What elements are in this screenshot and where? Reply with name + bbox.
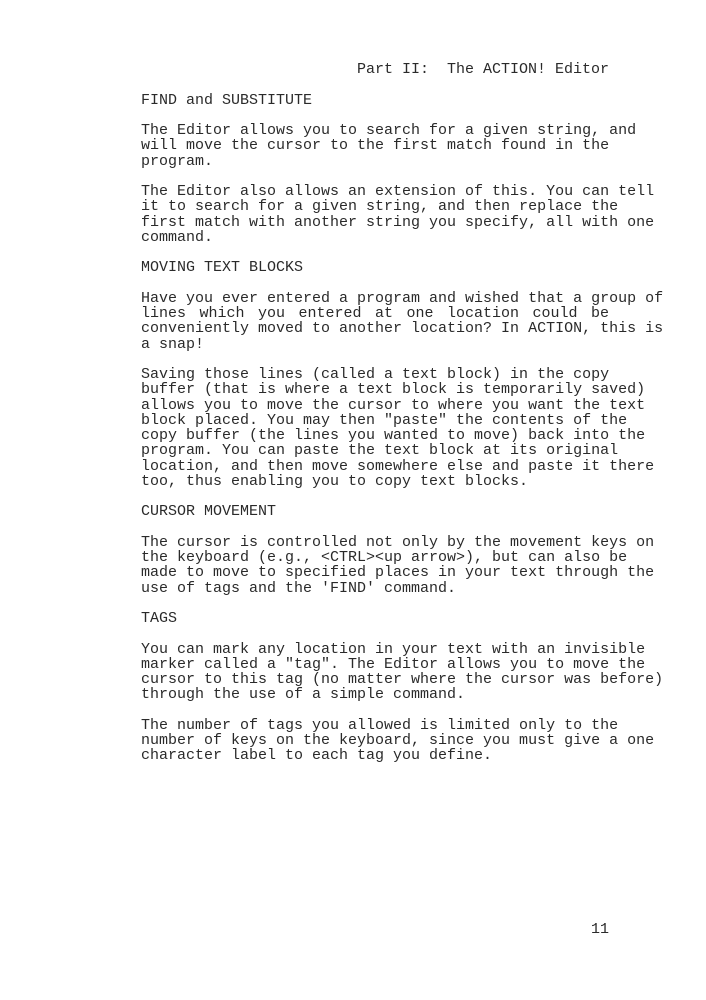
page-number: 11: [590, 921, 609, 938]
text-line: number of keys on the keyboard, since you must give a one: [141, 732, 655, 749]
paragraph: [141, 533, 655, 597]
text-line: Have you ever entered a program and wished that a group of: [141, 289, 664, 307]
text-line: program. You can paste the text block at its original: [141, 442, 619, 460]
paragraph: [141, 122, 637, 170]
text-line: through the use of a simple command.: [141, 686, 466, 704]
text-line: The Editor also allows an extension of this. You can tell: [141, 183, 655, 200]
text-line: will move the cursor to the first match found in the: [141, 137, 610, 155]
text-line: The Editor allows you to search for a given string, and: [141, 122, 637, 139]
text-line: conveniently moved to another location? In ACTION, this is: [141, 320, 664, 338]
text-line: cursor to this tag (no matter where the cursor was before): [141, 671, 664, 688]
text-line: location, and then move somewhere else and paste it there: [141, 457, 655, 475]
section-heading: TAGS: [141, 610, 178, 627]
running-header: Part II: The ACTION! Editor: [356, 61, 609, 78]
text-line: The number of tags you allowed is limited only to the: [141, 716, 619, 734]
text-line: too, thus enabling you to copy text blocks.: [141, 472, 529, 490]
text-line: program.: [141, 152, 214, 170]
text-line: command.: [141, 228, 214, 246]
text-line: buffer (that is where a text block is temporarily saved): [141, 381, 646, 399]
text-line: first match with another string you specify, all with one: [141, 213, 655, 231]
text-line: The cursor is controlled not only by the movement keys on: [141, 533, 655, 551]
text-line: use of tags and the 'FIND' command.: [141, 579, 457, 597]
text-line: You can mark any location in your text with an invisible: [141, 640, 646, 658]
text-line: Saving those lines (called a text block) in the copy: [141, 366, 610, 383]
text-line: block placed. You may then "paste" the contents of the: [141, 411, 628, 429]
text-line: made to move to specified places in your text through the: [141, 564, 655, 582]
text-line: copy buffer (the lines you wanted to move) back into the: [141, 427, 646, 444]
text-line: the keyboard (e.g., <CTRL><up arrow>), but can also be: [141, 549, 628, 566]
paragraph: [141, 183, 655, 246]
text-line: a snap!: [141, 335, 205, 353]
paragraph: [141, 289, 664, 353]
paragraph: [141, 640, 664, 704]
section-heading: CURSOR MOVEMENT: [141, 503, 277, 521]
section-heading: MOVING TEXT BLOCKS: [141, 259, 304, 277]
paragraph: [141, 716, 655, 765]
text-line: allows you to move the cursor to where you want the text: [141, 396, 646, 414]
paragraph: [141, 366, 655, 490]
page-body: [141, 61, 664, 765]
text-line: lines which you entered at one location could be: [141, 305, 609, 322]
text-line: character label to each tag you define.: [141, 747, 493, 765]
text-line: it to search for a given string, and then replace the: [141, 198, 619, 216]
text-line: marker called a "tag". The Editor allows you to move the: [141, 655, 646, 673]
section-heading: FIND and SUBSTITUTE: [141, 91, 313, 109]
